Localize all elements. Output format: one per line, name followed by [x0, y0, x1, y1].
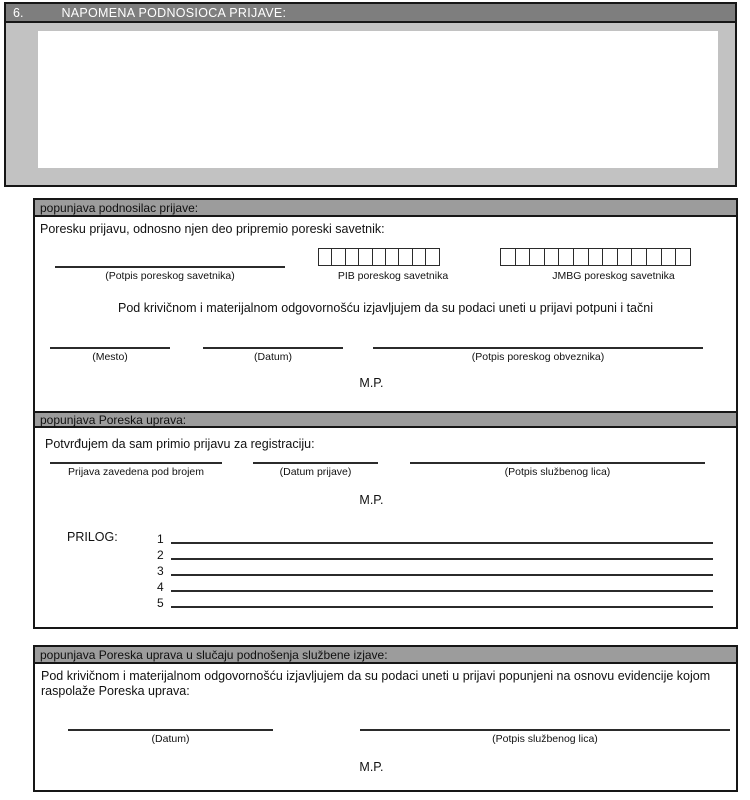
stamp-placeholder: M.P. — [359, 493, 384, 507]
date-line[interactable] — [203, 347, 343, 349]
taxpayer-signature-line[interactable] — [373, 347, 703, 349]
attachment-row — [157, 546, 713, 562]
official-statement-panel — [33, 645, 738, 792]
attachment-number: 5 — [157, 596, 164, 610]
jmbg-label: JMBG poreskog savetnika — [552, 270, 675, 282]
attachment-line[interactable] — [171, 558, 713, 560]
statement-signature-label: (Potpis službenog lica) — [492, 733, 598, 745]
date-label: (Datum) — [254, 351, 292, 363]
section-napomena-header — [6, 4, 735, 23]
attachment-number: 4 — [157, 580, 164, 594]
napomena-input[interactable] — [38, 31, 718, 168]
official-declaration: Pod krivičnom i materijalnom odgovornošću izjavljujem da su podaci uneti u prijavi popunjeni na osnovu evidencije kojom raspolaže Poreska uprava: — [41, 669, 711, 698]
attachments-list — [157, 530, 713, 610]
stamp-placeholder: M.P. — [359, 376, 384, 390]
attachment-number: 1 — [157, 532, 164, 546]
authority-section-bar — [35, 411, 736, 428]
official-statement-bar-label: popunjava Poreska uprava u slučaju podnošenja službene izjave: — [40, 647, 388, 662]
section-title: NAPOMENA PODNOSIOCA PRIJAVE: — [61, 5, 287, 20]
advisor-signature-label: (Potpis poreskog savetnika) — [105, 270, 235, 282]
section-napomena-body — [6, 23, 735, 185]
attachment-row — [157, 578, 713, 594]
applicant-and-authority-panel — [33, 198, 738, 629]
attachment-line[interactable] — [171, 542, 713, 544]
registered-number-label: Prijava zavedena pod brojem — [68, 466, 204, 478]
attachment-line[interactable] — [171, 574, 713, 576]
section-napomena — [4, 2, 737, 187]
attachment-number: 3 — [157, 564, 164, 578]
attachments-label: PRILOG: — [67, 530, 118, 544]
official-statement-bar — [35, 647, 736, 664]
digit-cell[interactable] — [675, 248, 691, 266]
official-signature-line[interactable] — [410, 462, 705, 464]
filing-date-label: (Datum prijave) — [279, 466, 352, 478]
attachment-line[interactable] — [171, 606, 713, 608]
pib-cells — [318, 248, 440, 266]
section-number: 6. — [13, 5, 24, 20]
pib-label: PIB poreskog savetnika — [337, 270, 449, 282]
stamp-placeholder: M.P. — [359, 760, 384, 774]
taxpayer-signature-label: (Potpis poreskog obveznika) — [471, 351, 605, 363]
applicant-section-bar — [35, 200, 736, 217]
advisor-statement: Poresku prijavu, odnosno njen deo pripremio poreski savetnik: — [40, 222, 385, 236]
place-line[interactable] — [50, 347, 170, 349]
attachment-row — [157, 562, 713, 578]
filing-date-line[interactable] — [253, 462, 378, 464]
attachment-number: 2 — [157, 548, 164, 562]
attachment-row — [157, 530, 713, 546]
statement-date-label: (Datum) — [151, 733, 190, 745]
authority-confirmation: Potvrđujem da sam primio prijavu za registraciju: — [45, 437, 315, 451]
authority-section-bar-label: popunjava Poreska uprava: — [40, 412, 187, 427]
official-signature-label: (Potpis službenog lica) — [504, 466, 611, 478]
place-label: (Mesto) — [92, 351, 128, 363]
statement-signature-line[interactable] — [360, 729, 730, 731]
digit-cell[interactable] — [425, 248, 440, 266]
applicant-section-bar-label: popunjava podnosilac prijave: — [40, 200, 199, 215]
jmbg-cells — [500, 248, 691, 266]
attachment-line[interactable] — [171, 590, 713, 592]
attachment-row — [157, 594, 713, 610]
advisor-signature-line[interactable] — [55, 266, 285, 268]
registered-number-line[interactable] — [50, 462, 222, 464]
statement-date-line[interactable] — [68, 729, 273, 731]
taxpayer-declaration: Pod krivičnom i materijalnom odgovornošću izjavljujem da su podaci uneti u prijavi potpuni i tačni — [118, 301, 653, 315]
